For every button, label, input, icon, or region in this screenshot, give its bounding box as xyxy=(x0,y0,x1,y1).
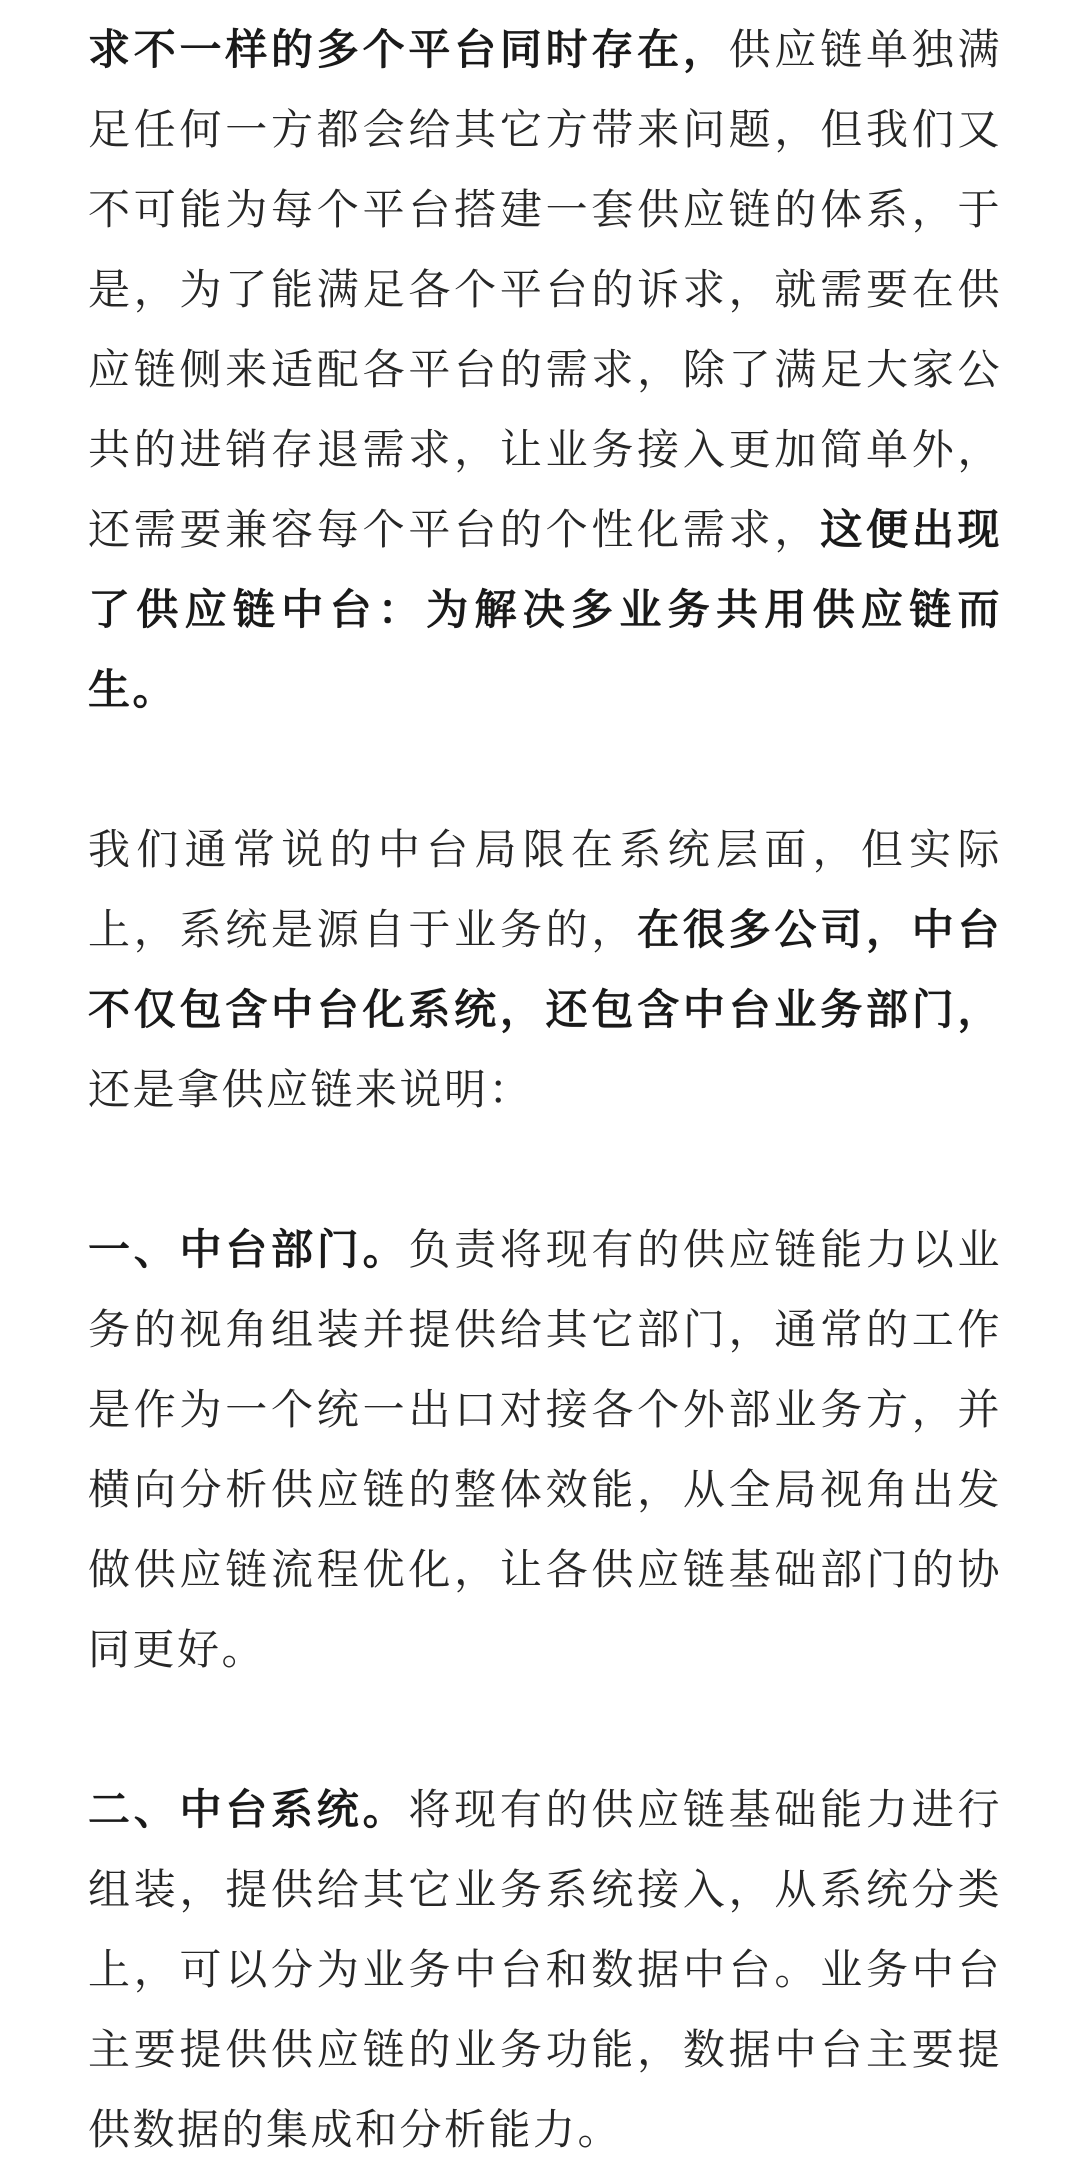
section-heading-department: 一、中台部门。 xyxy=(88,1225,409,1274)
paragraph-middle-platform-department xyxy=(88,1210,1002,1690)
paragraph-supply-chain-middle-platform xyxy=(88,10,1002,730)
body-text: 还是拿供应链来说明： xyxy=(88,1065,534,1114)
body-text: 我们通常说的中台局限在系统层面，但实际上，系统是源自于业务的， xyxy=(88,825,1002,954)
body-text: 将现有的供应链基础能力进行组装，提供给其它业务系统接入，从系统分类上，可以分为业务中台和数据中台。业务中台主要提供供应链的业务功能，数据中台主要提供数据的集成和分析能力。 xyxy=(88,1785,1002,2154)
paragraph-middle-platform-scope xyxy=(88,810,1002,1130)
section-heading-system: 二、中台系统。 xyxy=(88,1785,409,1834)
body-text: 负责将现有的供应链能力以业务的视角组装并提供给其它部门，通常的工作是作为一个统一出口对接各个外部业务方，并横向分析供应链的整体效能，从全局视角出发做供应链流程优化，让各供应链基础部门的协同更好。 xyxy=(88,1225,1002,1674)
bold-emphasis-text: 在很多公司，中台不仅包含中台化系统，还包含中台业务部门， xyxy=(88,905,1002,1034)
article-body xyxy=(88,0,1002,2170)
body-text: 供应链单独满足任何一方都会给其它方带来问题，但我们又不可能为每个平台搭建一套供应链的体系，于是，为了能满足各个平台的诉求，就需要在供应链侧来适配各平台的需求，除了满足大家公共的进销存退需求，让业务接入更加简单外，还需要兼容每个平台的个性化需求， xyxy=(88,25,1002,554)
bold-conclusion-text: 这便出现了供应链中台：为解决多业务共用供应链而生。 xyxy=(88,505,1002,714)
paragraph-middle-platform-system xyxy=(88,1770,1002,2170)
bold-lead-text: 求不一样的多个平台同时存在， xyxy=(88,25,729,74)
